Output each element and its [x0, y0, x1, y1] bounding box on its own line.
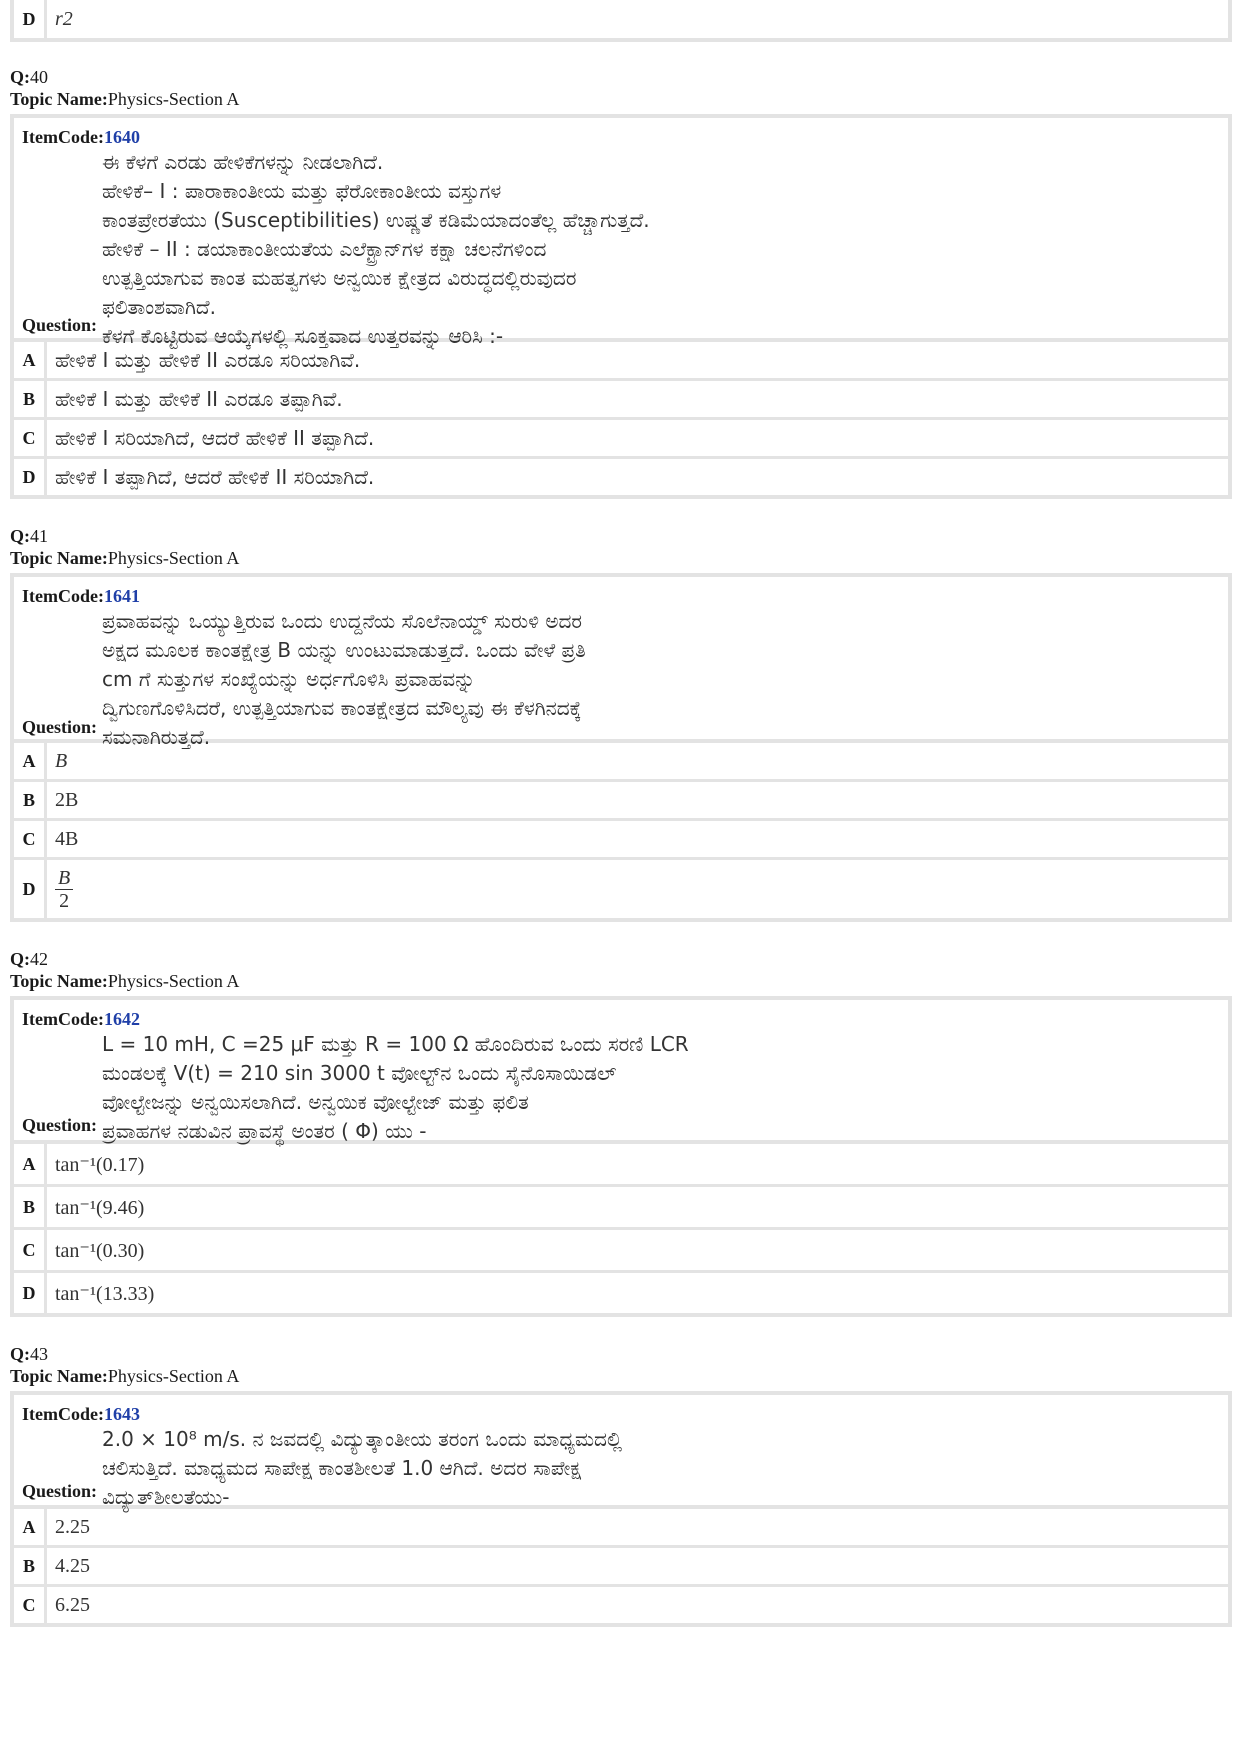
option-letter: B [14, 782, 47, 818]
topic-line: Topic Name:Physics-Section A [10, 971, 240, 991]
question-card [10, 573, 1232, 749]
question-line: 2.0 × 10⁸ m/s. ನ ಜವದಲ್ಲಿ ವಿದ್ಯುತ್ಕಾಂತೀಯ ತರಂಗ ಒಂದು ಮಾಧ್ಯಮದಲ್ಲಿ [102, 1427, 623, 1451]
option-letter: A [14, 342, 47, 378]
question-label: Question: [22, 717, 98, 737]
options-list [10, 1509, 1232, 1627]
option-letter: B [14, 381, 47, 417]
option-row[interactable] [14, 378, 1228, 417]
option-text: tan⁻¹(9.46) [55, 1196, 145, 1219]
fraction-numerator: B [55, 867, 73, 890]
question-line: ಉತ್ಪತ್ತಿಯಾಗುವ ಕಾಂತ ಮಹತ್ವಗಳು ಅನ್ವಯಿಕ ಕ್ಷೇತ್ರದ ವಿರುದ್ಧದಲ್ಲಿರುವುದರ [102, 266, 577, 290]
question-line: ವೋಲ್ಟೇಜನ್ನು ಅನ್ವಯಿಸಲಾಗಿದೆ. ಅನ್ವಯಿಕ ವೋಲ್ಟೇಜ್ ಮತ್ತು ಫಲಿತ [102, 1090, 529, 1114]
question-label: Question: [22, 1481, 98, 1501]
option-row[interactable] [14, 857, 1228, 918]
question-line: ಈ ಕೆಳಗೆ ಎರಡು ಹೇಳಿಕೆಗಳನ್ನು ನೀಡಲಾಗಿದೆ. [102, 150, 384, 174]
option-letter: D [14, 860, 47, 918]
option-letter: D [14, 459, 47, 495]
option-text: ಹೇಳಿಕೆ I ಸರಿಯಾಗಿದೆ, ಆದರೆ ಹೇಳಿಕೆ II ತಪ್ಪಾಗಿದೆ. [55, 426, 375, 450]
question-line: ಮಂಡಲಕ್ಕೆ V(t) = 210 sin 3000 t ವೋಲ್ಟ್‌ನ ಒಂದು ಸೈನೊಸಾಯಿಡಲ್ [102, 1061, 617, 1085]
options-list [10, 1144, 1232, 1317]
option-row[interactable] [14, 456, 1228, 495]
option-text: ಹೇಳಿಕೆ I ತಪ್ಪಾಗಿದೆ, ಆದರೆ ಹೇಳಿಕೆ II ಸರಿಯಾಗಿದೆ. [55, 465, 375, 489]
option-letter: D [14, 1273, 47, 1313]
option-text: ಹೇಳಿಕೆ I ಮತ್ತು ಹೇಳಿಕೆ II ಎರಡೂ ತಪ್ಪಾಗಿವೆ. [55, 387, 343, 411]
option-text: tan⁻¹(0.17) [55, 1153, 145, 1176]
topic-line: Topic Name:Physics-Section A [10, 548, 240, 568]
question-body [102, 607, 1218, 752]
option-text: tan⁻¹(13.33) [55, 1282, 155, 1305]
question-number: Q:41 [10, 526, 48, 546]
question-body [102, 148, 1218, 351]
question-line: ಅಕ್ಷದ ಮೂಲಕ ಕಾಂತಕ್ಷೇತ್ರ B ಯನ್ನು ಉಂಟುಮಾಡುತ್ತದೆ. ಒಂದು ವೇಳೆ ಪ್ರತಿ [102, 638, 586, 662]
option-row[interactable] [14, 1584, 1228, 1623]
option-letter: C [14, 821, 47, 857]
option-row [14, 0, 1228, 38]
question-label: Question: [22, 1115, 98, 1135]
option-row[interactable] [14, 1184, 1228, 1227]
option-text [47, 867, 73, 912]
option-text: 4B [55, 827, 79, 850]
option-text: tan⁻¹(0.30) [55, 1239, 145, 1262]
question-line: ಕಾಂತಪ್ರೇರತೆಯು (Susceptibilities) ಉಷ್ಣತೆ ಕಡಿಮೆಯಾದಂತೆಲ್ಲ ಹೆಚ್ಚಾಗುತ್ತದೆ. [102, 208, 650, 232]
option-letter: C [14, 1230, 47, 1270]
topic-line: Topic Name:Physics-Section A [10, 89, 240, 109]
option-letter: A [14, 1509, 47, 1545]
option-row[interactable] [14, 1227, 1228, 1270]
option-letter: A [14, 1144, 47, 1184]
question-block [10, 948, 1232, 1317]
options-list [10, 743, 1232, 922]
option-letter: C [14, 420, 47, 456]
option-row[interactable] [14, 1509, 1228, 1545]
option-row[interactable] [14, 1270, 1228, 1313]
option-text: B [55, 749, 68, 772]
option-row[interactable] [14, 1144, 1228, 1184]
item-code: ItemCode:1643 [22, 1404, 140, 1424]
option-letter: B [14, 1187, 47, 1227]
item-code: ItemCode:1641 [22, 586, 140, 606]
question-block [10, 66, 1232, 499]
option-text: 6.25 [55, 1593, 90, 1616]
option-text: ಹೇಳಿಕೆ I ಮತ್ತು ಹೇಳಿಕೆ II ಎರಡೂ ಸರಿಯಾಗಿವೆ. [55, 348, 361, 372]
question-number: Q:43 [10, 1344, 48, 1364]
option-letter: C [14, 1587, 47, 1623]
question-card [10, 1391, 1232, 1509]
question-line: ಹೇಳಿಕೆ– I : ಪಾರಾಕಾಂತೀಯ ಮತ್ತು ಫೆರೋಕಾಂತೀಯ ವಸ್ತುಗಳ [102, 179, 502, 203]
question-line: cm ಗೆ ಸುತ್ತುಗಳ ಸಂಖ್ಯೆಯನ್ನು ಅರ್ಧಗೊಳಿಸಿ ಪ್ರವಾಹವನ್ನು [102, 667, 476, 691]
question-body [102, 1030, 1218, 1146]
question-line: ಹೇಳಿಕೆ – II : ಡಯಾಕಾಂತೀಯತೆಯ ಎಲೆಕ್ಟ್ರಾನ್‌ಗಳ ಕಕ್ಷಾ ಚಲನೆಗಳಿಂದ [102, 237, 547, 261]
option-row[interactable] [14, 1545, 1228, 1584]
question-line: ದ್ವಿಗುಣಗೊಳಿಸಿದರೆ, ಉತ್ಪತ್ತಿಯಾಗುವ ಕಾಂತಕ್ಷೇತ್ರದ ಮೌಲ್ಯವು ಈ ಕೆಳಗಿನದಕ್ಕೆ [102, 696, 582, 720]
question-block [10, 1343, 1232, 1627]
option-row[interactable] [14, 779, 1228, 818]
question-line: ಪ್ರವಾಹಗಳ ನಡುವಿನ ಪ್ರಾವಸ್ಥೆ ಅಂತರ ( Φ) ಯು - [102, 1119, 427, 1143]
options-list [10, 342, 1232, 499]
question-line: ಸಮನಾಗಿರುತ್ತದೆ. [102, 725, 211, 749]
option-text: r2 [55, 7, 73, 30]
option-row[interactable] [14, 818, 1228, 857]
item-code: ItemCode:1642 [22, 1009, 140, 1029]
item-code: ItemCode:1640 [22, 127, 140, 147]
question-number: Q:42 [10, 949, 48, 969]
question-label: Question: [22, 315, 98, 335]
question-line: ಪ್ರವಾಹವನ್ನು ಒಯ್ಯುತ್ತಿರುವ ಒಂದು ಉದ್ದನೆಯ ಸೊಲೆನಾಯ್ಡ್ ಸುರುಳಿ ಅದರ [102, 609, 583, 633]
option-row[interactable] [14, 417, 1228, 456]
question-block [10, 525, 1232, 922]
fraction-denominator: 2 [59, 889, 70, 912]
question-line: ಫಲಿತಾಂಶವಾಗಿದೆ. [102, 295, 216, 319]
fraction [55, 867, 73, 912]
question-body [102, 1425, 1218, 1512]
topic-line: Topic Name:Physics-Section A [10, 1366, 240, 1386]
question-line: ವಿದ್ಯುತ್‌ಶೀಲತೆಯು- [102, 1485, 230, 1509]
question-line: ಚಲಿಸುತ್ತಿದೆ. ಮಾಧ್ಯಮದ ಸಾಪೇಕ್ಷ ಕಾಂತಶೀಲತೆ 1.0 ಆಗಿದೆ. ಅದರ ಸಾಪೇಕ್ಷ [102, 1456, 582, 1480]
option-text: 4.25 [55, 1554, 90, 1577]
prev-question-tail [10, 0, 1232, 42]
option-letter: D [14, 0, 47, 38]
option-letter: B [14, 1548, 47, 1584]
question-card [10, 114, 1232, 348]
question-line: L = 10 mH, C =25 μF ಮತ್ತು R = 100 Ω ಹೊಂದಿರುವ ಒಂದು ಸರಣಿ LCR [102, 1032, 689, 1056]
option-letter: A [14, 743, 47, 779]
question-number: Q:40 [10, 67, 48, 87]
option-text: 2.25 [55, 1515, 90, 1538]
question-line: ಕೆಳಗೆ ಕೊಟ್ಟಿರುವ ಆಯ್ಕೆಗಳಲ್ಲಿ ಸೂಕ್ತವಾದ ಉತ್ತರವನ್ನು ಆರಿಸಿ :- [102, 324, 504, 348]
question-card [10, 996, 1232, 1144]
option-text: 2B [55, 788, 79, 811]
